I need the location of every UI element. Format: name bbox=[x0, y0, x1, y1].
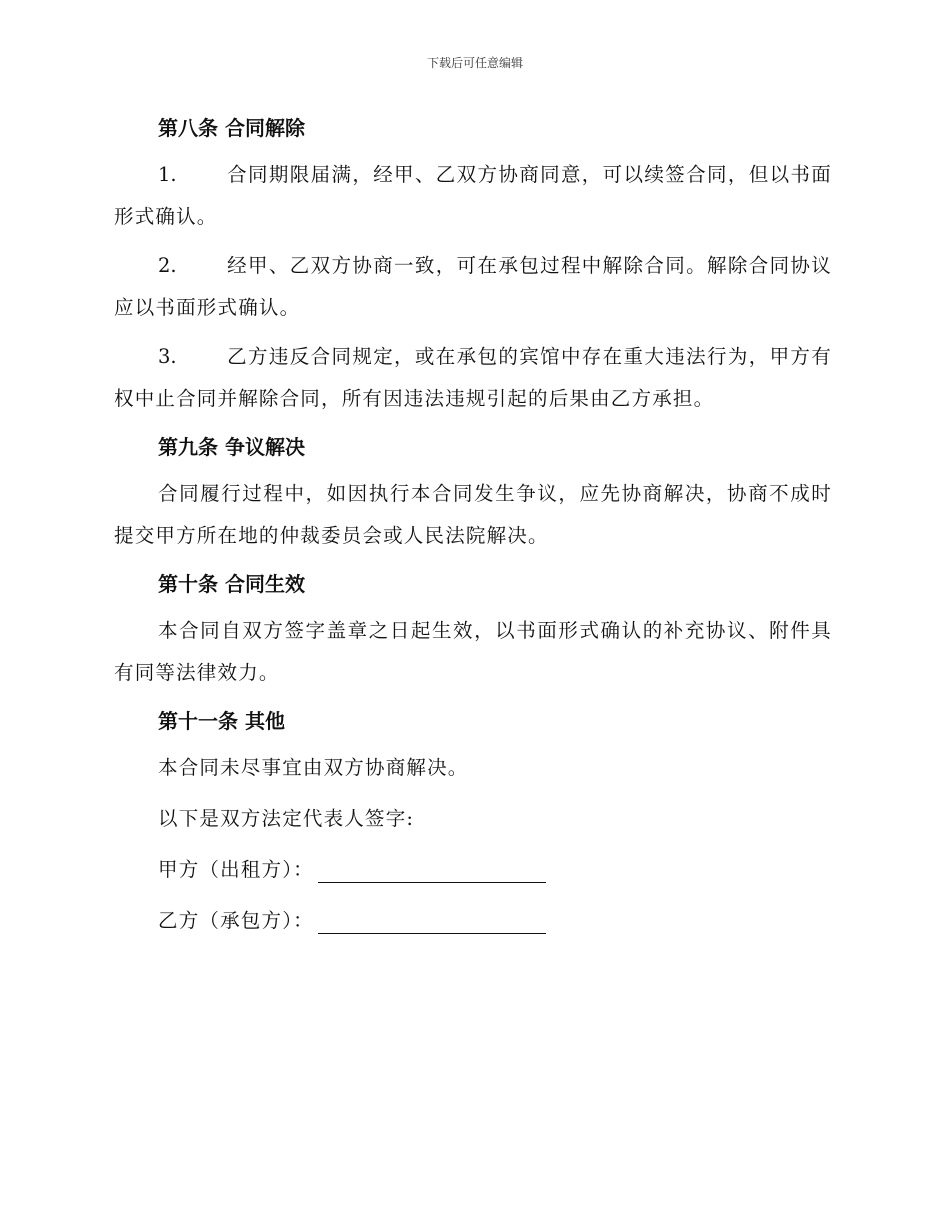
clause-text: 合同期限届满，经甲、乙双方协商同意，可以续签合同，但以书面形式确认。 bbox=[114, 163, 832, 228]
header-note: 下载后可任意编辑 bbox=[426, 56, 523, 70]
clause-number: 3. bbox=[158, 345, 177, 368]
party-b-signature bbox=[158, 900, 832, 942]
section-heading-11: 第十一条 其他 bbox=[158, 709, 285, 733]
clause-number: 2. bbox=[158, 254, 177, 277]
section-heading-10: 第十条 合同生效 bbox=[158, 572, 305, 596]
section-text-9: 合同履行过程中，如因执行本合同发生争议，应先协商解决，协商不成时提交甲方所在地的仲裁委员会或人民法院解决。 bbox=[114, 482, 832, 547]
clause-item-2 bbox=[114, 245, 832, 329]
clause-item-3 bbox=[114, 336, 832, 420]
clause-text: 乙方违反合同规定，或在承包的宾馆中存在重大违法行为，甲方有权中止合同并解除合同，所有因违法违规引起的后果由乙方承担。 bbox=[114, 345, 832, 410]
clause-item-1 bbox=[114, 154, 832, 238]
document-body bbox=[114, 108, 832, 951]
clause-text: 经甲、乙双方协商一致，可在承包过程中解除合同。解除合同协议应以书面形式确认。 bbox=[114, 254, 832, 319]
clause-number: 1. bbox=[158, 163, 177, 186]
section-text-10: 本合同自双方签字盖章之日起生效，以书面形式确认的补充协议、附件具有同等法律效力。 bbox=[114, 619, 832, 684]
signature-intro: 以下是双方法定代表人签字: bbox=[158, 807, 415, 830]
party-b-signature-line bbox=[318, 903, 546, 934]
party-a-signature bbox=[158, 849, 832, 891]
party-a-signature-line bbox=[318, 852, 546, 883]
section-heading-8: 第八条 合同解除 bbox=[158, 116, 305, 140]
party-b-label: 乙方（承包方）： bbox=[158, 909, 314, 932]
section-text-11: 本合同未尽事宜由双方协商解决。 bbox=[158, 756, 469, 779]
section-heading-9: 第九条 争议解决 bbox=[158, 435, 305, 459]
party-a-label: 甲方（出租方）： bbox=[158, 858, 314, 881]
